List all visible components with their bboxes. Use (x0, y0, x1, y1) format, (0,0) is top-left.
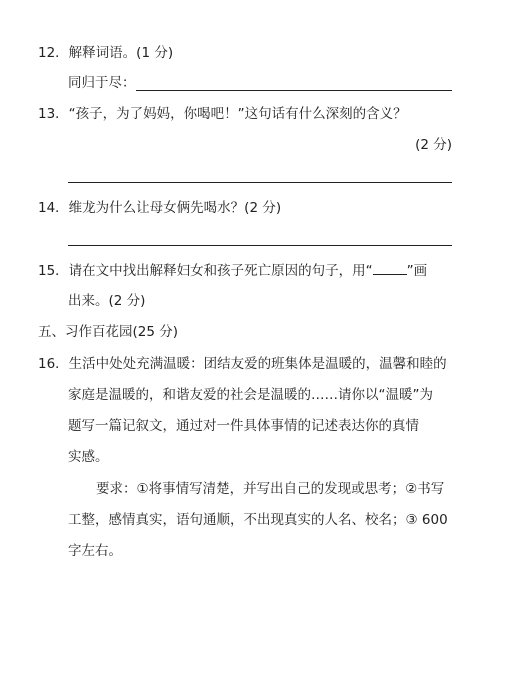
question-14-title: 14．维龙为什么让母女俩先喝水？(2 分) (38, 200, 282, 216)
requirements-line-2: 工整，感情真实，语句通顺，不出现真实的人名、校名；③ 600 (68, 512, 448, 528)
underline-mark-blank (373, 262, 407, 275)
question-12-title: 12．解释词语。(1 分) (38, 45, 174, 61)
question-16-line-4: 实感。 (68, 449, 109, 465)
question-13-score: (2 分) (415, 137, 452, 153)
answer-line-q14[interactable] (68, 245, 452, 246)
answer-line-q12[interactable] (136, 90, 452, 91)
question-16-line-3: 题写一篇记叙文，通过对一件具体事情的记述表达你的真情 (68, 418, 419, 434)
question-12-item: 同归于尽： (68, 75, 136, 91)
requirements-line-3: 字左右。 (68, 543, 122, 559)
question-16-line-2: 家庭是温暖的，和谐友爱的社会是温暖的……请你以“温暖”为 (68, 387, 433, 403)
requirements-line-1: 要求：①将事情写清楚，并写出自己的发现或思考；②书写 (96, 481, 445, 497)
question-15-line-2: 出来。(2 分) (68, 293, 146, 309)
section-5-heading: 五、习作百花园(25 分) (38, 324, 179, 340)
question-15-line-1 (38, 262, 427, 280)
question-15-text-b: ”画 (406, 263, 428, 279)
question-15-text-a: 15．请在文中找出解释妇女和孩子死亡原因的句子，用“ (38, 263, 373, 279)
answer-line-q13[interactable] (68, 182, 452, 183)
question-16-line-1: 16．生活中处处充满温暖：团结友爱的班集体是温暖的，温馨和睦的 (38, 356, 447, 372)
question-13-title: 13．“孩子，为了妈妈，你喝吧！”这句话有什么深刻的含义？ (38, 106, 407, 122)
